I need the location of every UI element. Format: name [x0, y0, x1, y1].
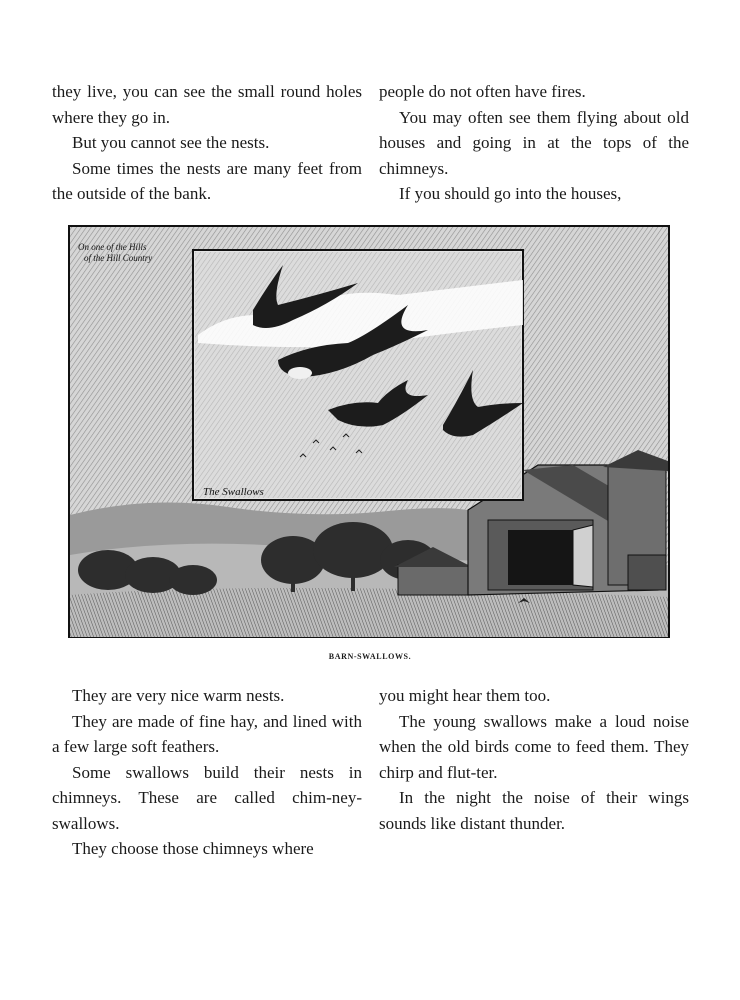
illustration-caption: BARN-SWALLOWS. [328, 652, 412, 661]
paragraph: people do not often have fires. [379, 82, 586, 101]
grass-shape [70, 588, 668, 637]
paragraph: They are very nice warm nests. [72, 686, 285, 705]
top-right-column [379, 79, 689, 207]
paragraph: they live, you can see the small round holes where they go in. [52, 82, 362, 127]
corner-note-line2: of the Hill Country [84, 253, 153, 263]
bottom-left-column [52, 683, 362, 862]
paragraph: You may often see them flying about old houses and going in at the tops of the chimneys. [379, 107, 689, 178]
paragraph: If you should go into the houses, [399, 184, 622, 203]
paragraph: They are made of fine hay, and lined with a few large soft feathers. [52, 711, 362, 756]
inset-signature: The Swallows [203, 486, 264, 498]
paragraph: But you cannot see the nests. [72, 133, 270, 152]
corner-note-line1: On one of the Hills [78, 242, 147, 252]
paragraph: The young swallows make a loud noise when the old birds come to feed them. They chirp and flut-ter. [379, 711, 689, 782]
paragraph: Some swallows build their nests in chimneys. These are called chim-ney-swallows. [52, 762, 362, 833]
paragraph: you might hear them too. [379, 686, 551, 705]
bottom-right-column [379, 683, 689, 836]
paragraph: In the night the noise of their wings sounds like distant thunder. [379, 788, 689, 833]
barn-swallows-illustration [68, 225, 670, 638]
paragraph: Some times the nests are many feet from the outside of the bank. [52, 158, 362, 203]
top-left-column [52, 79, 362, 207]
paragraph: They choose those chimneys where [72, 839, 314, 858]
